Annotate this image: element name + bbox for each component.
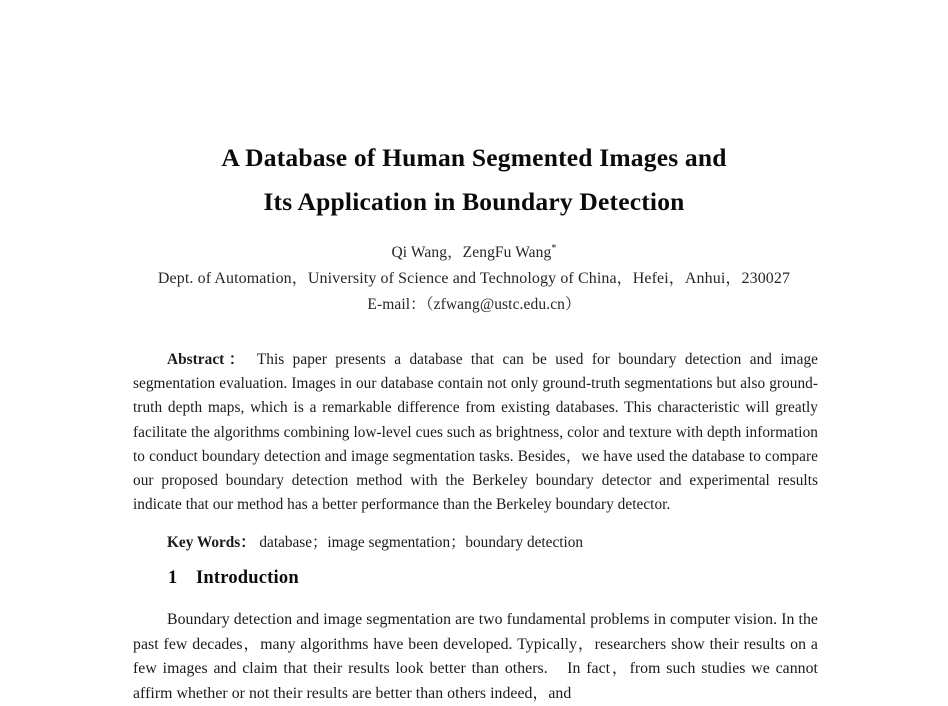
author-corresponding-marker: * — [551, 242, 557, 254]
section-title: Introduction — [196, 568, 299, 588]
affiliation-line: Dept. of Automation，University of Science and Technology of China，Hefei，Anhui，230027 — [157, 269, 791, 287]
section-heading-introduction — [168, 568, 299, 589]
author-names-text: Qi Wang，ZengFu Wang — [391, 244, 552, 261]
email-line: E-mail：（zfwang@ustc.edu.cn） — [367, 295, 581, 313]
keywords-text: database；image segmentation；boundary detection — [259, 534, 584, 551]
abstract-label: Abstract： — [167, 351, 249, 368]
section-number: 1 — [168, 568, 178, 588]
title-line-2: Its Application in Boundary Detection — [263, 187, 685, 216]
abstract-paragraph — [133, 348, 818, 517]
author-names — [0, 240, 948, 266]
abstract-text: This paper presents a database that can be used for boundary detection and image segmentation evaluation. Images in our database contain not only ground-truth segmentations but also ground-truth depth maps, which is a remarkable difference from existing databases. This characteristic will greatly facilitate the algorithms combining low-level cues such as brightness, color and texture with depth information to conduct boundary detection and image segmentation tasks. Besides，we have used the database to compare our proposed boundary detection method with the Berkeley boundary detector and experimental results indicate that our method has a better performance than the Berkeley boundary detector. — [133, 351, 818, 514]
keywords-label: Key Words： — [167, 534, 256, 551]
body-section — [133, 608, 818, 706]
author-block — [0, 240, 948, 318]
body-paragraph: Boundary detection and image segmentation are two fundamental problems in computer vision. In the past few decades，many algorithms have been developed. Typically，researchers show their results on a few images and claim that their results look better than others. In fact，from such studies we cannot affirm whether or not their results are better than others indeed，and — [133, 611, 818, 702]
keywords-paragraph — [133, 531, 818, 555]
paper-title — [0, 136, 948, 224]
abstract-section — [133, 348, 818, 517]
keywords-section — [133, 531, 818, 555]
title-line-1: A Database of Human Segmented Images and — [221, 143, 727, 172]
